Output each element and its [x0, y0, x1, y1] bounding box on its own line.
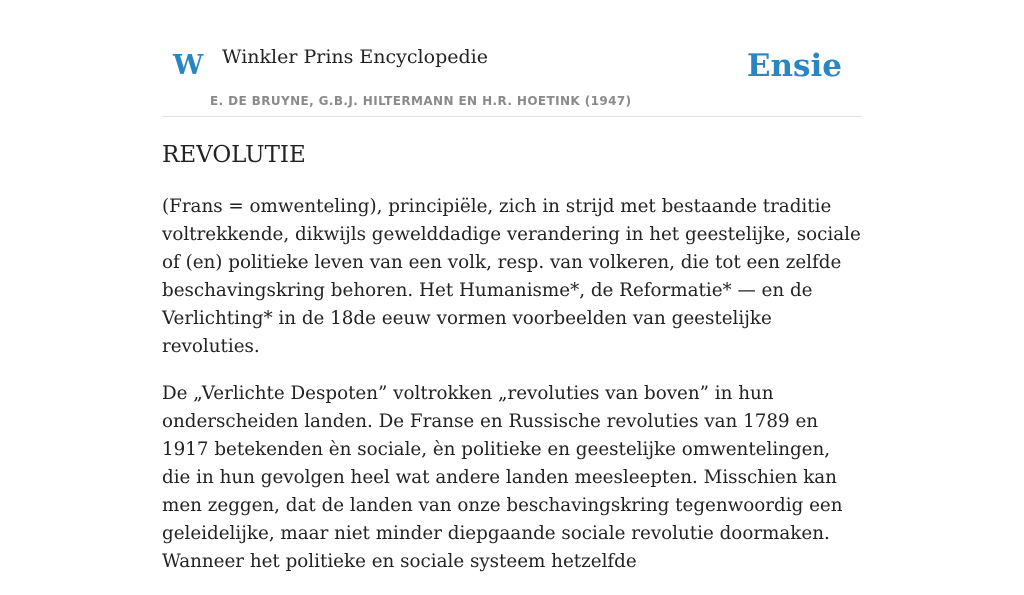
article	[162, 140, 862, 595]
source-title[interactable]: Winkler Prins Encyclopedie	[222, 46, 488, 68]
ensie-logo[interactable]: Ensie	[746, 48, 842, 84]
winkler-prins-logo-icon[interactable]: W	[173, 50, 204, 81]
article-paragraph-2: De „Verlichte Despoten” voltrokken „revoluties van boven” in hun onderscheiden landen. De Franse en Russische revoluties van 1789 en 1917 betekenden èn sociale, èn politieke en geestelijke omwentelingen, die in hun gevolgen heel wat andere landen meesleepten. Misschien kan men zeggen, dat de landen van onze beschavingskring tegenwoordig een geleidelijke, maar niet minder diepgaande sociale revolutie doormaken. Wanneer het politieke en sociale systeem hetzelfde	[162, 383, 843, 572]
article-body	[162, 193, 862, 576]
source-header	[162, 0, 862, 117]
article-paragraph-1: (Frans = omwenteling), principiële, zich in strijd met bestaande traditie voltrekkende, dikwijls gewelddadige verandering in het geestelijke, sociale of (en) politieke leven van een volk, resp. van volkeren, die tot een zelfde beschavingskring behoren. Het Humanisme*, de Reformatie* — en de Verlichting* in de 18de eeuw vormen voorbeelden van geestelijke revoluties.	[162, 196, 861, 357]
article-title: REVOLUTIE	[162, 142, 306, 168]
source-authors: E. DE BRUYNE, G.B.J. HILTERMANN EN H.R. HOETINK (1947)	[210, 94, 632, 108]
